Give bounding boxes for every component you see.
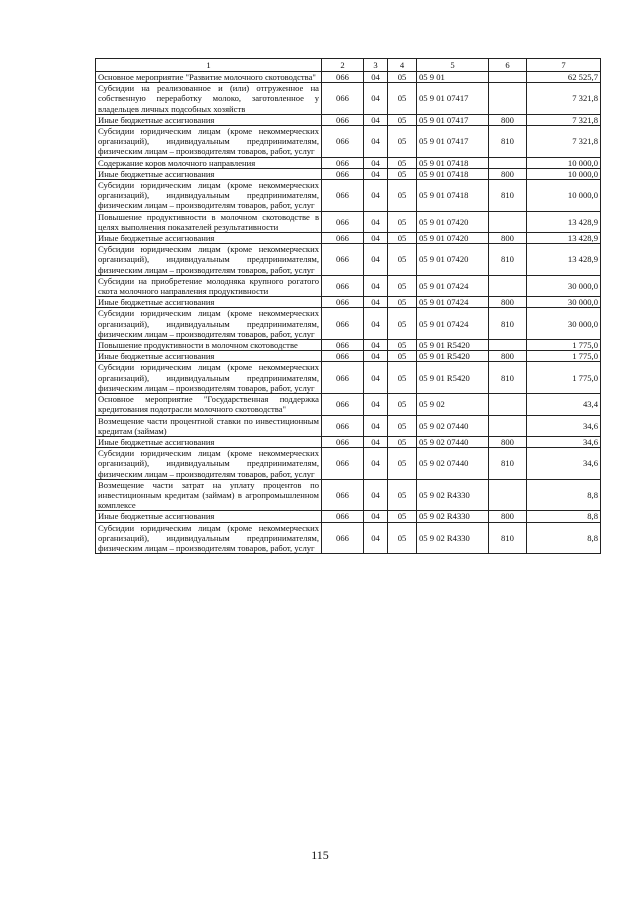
description-cell: Возмещение части затрат на уплату процентов по инвестиционным кредитам (займам) в агропромышленном комплексе <box>96 479 322 511</box>
section-cell: 04 <box>364 244 388 276</box>
expense-type-cell: 800 <box>489 351 527 362</box>
table-row <box>96 83 601 115</box>
table-row <box>96 362 601 394</box>
ministry-code-cell: 066 <box>322 448 364 480</box>
subsection-cell: 05 <box>388 522 417 554</box>
subsection-cell: 05 <box>388 415 417 436</box>
expense-type-cell: 810 <box>489 180 527 212</box>
expense-type-cell: 810 <box>489 308 527 340</box>
target-article-cell: 05 9 02 <box>417 394 489 415</box>
subsection-cell: 05 <box>388 157 417 168</box>
ministry-code-cell: 066 <box>322 275 364 296</box>
column-header: 7 <box>527 59 601 72</box>
amount-cell: 30 000,0 <box>527 297 601 308</box>
amount-cell: 8,8 <box>527 479 601 511</box>
column-header: 1 <box>96 59 322 72</box>
subsection-cell: 05 <box>388 297 417 308</box>
table-row <box>96 72 601 83</box>
section-cell: 04 <box>364 394 388 415</box>
description-cell: Субсидии юридическим лицам (кроме некоммерческих организаций), индивидуальным предпринимателям, физическим лицам – производителям товаров, работ, услуг <box>96 362 322 394</box>
column-header: 5 <box>417 59 489 72</box>
column-header: 6 <box>489 59 527 72</box>
expense-type-cell: 800 <box>489 233 527 244</box>
target-article-cell: 05 9 01 07420 <box>417 233 489 244</box>
description-cell: Основное мероприятие "Развитие молочного скотоводства" <box>96 72 322 83</box>
table-row <box>96 157 601 168</box>
target-article-cell: 05 9 01 07418 <box>417 180 489 212</box>
expense-type-cell <box>489 415 527 436</box>
amount-cell: 1 775,0 <box>527 362 601 394</box>
subsection-cell: 05 <box>388 233 417 244</box>
section-cell: 04 <box>364 479 388 511</box>
ministry-code-cell: 066 <box>322 297 364 308</box>
table-row <box>96 351 601 362</box>
page-number: 115 <box>311 848 329 862</box>
target-article-cell: 05 9 01 R5420 <box>417 340 489 351</box>
description-cell: Повышение продуктивности в молочном скотоводстве <box>96 340 322 351</box>
expense-type-cell <box>489 211 527 232</box>
target-article-cell: 05 9 02 07440 <box>417 436 489 447</box>
description-cell: Субсидии юридическим лицам (кроме некоммерческих организаций), индивидуальным предпринимателям, физическим лицам – производителям товаров, работ, услуг <box>96 244 322 276</box>
table-row <box>96 297 601 308</box>
subsection-cell: 05 <box>388 275 417 296</box>
expense-type-cell <box>489 479 527 511</box>
target-article-cell: 05 9 01 07420 <box>417 244 489 276</box>
description-cell: Субсидии на реализованное и (или) отгруженное на собственную переработку молоко, заготовленное у владельцев личных подсобных хозяйств <box>96 83 322 115</box>
section-cell: 04 <box>364 114 388 125</box>
section-cell: 04 <box>364 436 388 447</box>
section-cell: 04 <box>364 72 388 83</box>
ministry-code-cell: 066 <box>322 522 364 554</box>
subsection-cell: 05 <box>388 479 417 511</box>
expense-type-cell: 800 <box>489 168 527 179</box>
target-article-cell: 05 9 01 <box>417 72 489 83</box>
column-header: 3 <box>364 59 388 72</box>
expense-type-cell: 800 <box>489 511 527 522</box>
target-article-cell: 05 9 01 07424 <box>417 308 489 340</box>
description-cell: Субсидии на приобретение молодняка крупного рогатого скота молочного направления продуктивности <box>96 275 322 296</box>
subsection-cell: 05 <box>388 114 417 125</box>
description-cell: Иные бюджетные ассигнования <box>96 168 322 179</box>
target-article-cell: 05 9 01 07418 <box>417 157 489 168</box>
amount-cell: 62 525,7 <box>527 72 601 83</box>
subsection-cell: 05 <box>388 211 417 232</box>
table-row <box>96 114 601 125</box>
section-cell: 04 <box>364 415 388 436</box>
table-row <box>96 340 601 351</box>
ministry-code-cell: 066 <box>322 114 364 125</box>
ministry-code-cell: 066 <box>322 351 364 362</box>
table-row <box>96 244 601 276</box>
target-article-cell: 05 9 01 07420 <box>417 211 489 232</box>
amount-cell: 30 000,0 <box>527 308 601 340</box>
expense-type-cell <box>489 157 527 168</box>
subsection-cell: 05 <box>388 126 417 158</box>
description-cell: Субсидии юридическим лицам (кроме некоммерческих организаций), индивидуальным предпринимателям, физическим лицам – производителям товаров, работ, услуг <box>96 180 322 212</box>
expense-type-cell <box>489 275 527 296</box>
target-article-cell: 05 9 01 R5420 <box>417 351 489 362</box>
ministry-code-cell: 066 <box>322 126 364 158</box>
subsection-cell: 05 <box>388 351 417 362</box>
table-row <box>96 511 601 522</box>
description-cell: Содержание коров молочного направления <box>96 157 322 168</box>
description-cell: Иные бюджетные ассигнования <box>96 297 322 308</box>
section-cell: 04 <box>364 275 388 296</box>
expense-type-cell <box>489 83 527 115</box>
ministry-code-cell: 066 <box>322 340 364 351</box>
amount-cell: 10 000,0 <box>527 168 601 179</box>
ministry-code-cell: 066 <box>322 157 364 168</box>
subsection-cell: 05 <box>388 448 417 480</box>
expense-type-cell: 800 <box>489 297 527 308</box>
amount-cell: 8,8 <box>527 511 601 522</box>
table-header-row <box>96 59 601 72</box>
table-row <box>96 180 601 212</box>
subsection-cell: 05 <box>388 511 417 522</box>
ministry-code-cell: 066 <box>322 72 364 83</box>
amount-cell: 1 775,0 <box>527 351 601 362</box>
description-cell: Субсидии юридическим лицам (кроме некоммерческих организаций), индивидуальным предпринимателям, физическим лицам – производителям товаров, работ, услуг <box>96 126 322 158</box>
ministry-code-cell: 066 <box>322 362 364 394</box>
section-cell: 04 <box>364 211 388 232</box>
subsection-cell: 05 <box>388 308 417 340</box>
section-cell: 04 <box>364 308 388 340</box>
target-article-cell: 05 9 01 07417 <box>417 114 489 125</box>
subsection-cell: 05 <box>388 180 417 212</box>
section-cell: 04 <box>364 83 388 115</box>
table-row <box>96 522 601 554</box>
subsection-cell: 05 <box>388 168 417 179</box>
subsection-cell: 05 <box>388 362 417 394</box>
ministry-code-cell: 066 <box>322 511 364 522</box>
amount-cell: 10 000,0 <box>527 180 601 212</box>
description-cell: Субсидии юридическим лицам (кроме некоммерческих организаций), индивидуальным предпринимателям, физическим лицам – производителям товаров, работ, услуг <box>96 522 322 554</box>
description-cell: Иные бюджетные ассигнования <box>96 511 322 522</box>
table-row <box>96 275 601 296</box>
description-cell: Субсидии юридическим лицам (кроме некоммерческих организаций), индивидуальным предпринимателям, физическим лицам – производителям товаров, работ, услуг <box>96 448 322 480</box>
ministry-code-cell: 066 <box>322 394 364 415</box>
table-row <box>96 448 601 480</box>
amount-cell: 13 428,9 <box>527 211 601 232</box>
description-cell: Субсидии юридическим лицам (кроме некоммерческих организаций), индивидуальным предпринимателям, физическим лицам – производителям товаров, работ, услуг <box>96 308 322 340</box>
section-cell: 04 <box>364 180 388 212</box>
subsection-cell: 05 <box>388 436 417 447</box>
column-header: 2 <box>322 59 364 72</box>
ministry-code-cell: 066 <box>322 211 364 232</box>
amount-cell: 1 775,0 <box>527 340 601 351</box>
expense-type-cell: 800 <box>489 436 527 447</box>
section-cell: 04 <box>364 233 388 244</box>
description-cell: Иные бюджетные ассигнования <box>96 351 322 362</box>
description-cell: Основное мероприятие "Государственная поддержка кредитования подотрасли молочного скотоводства" <box>96 394 322 415</box>
table-row <box>96 168 601 179</box>
table-row <box>96 211 601 232</box>
target-article-cell: 05 9 02 R4330 <box>417 522 489 554</box>
target-article-cell: 05 9 02 R4330 <box>417 479 489 511</box>
expense-type-cell <box>489 72 527 83</box>
ministry-code-cell: 066 <box>322 308 364 340</box>
amount-cell: 34,6 <box>527 448 601 480</box>
target-article-cell: 05 9 01 07424 <box>417 297 489 308</box>
ministry-code-cell: 066 <box>322 479 364 511</box>
subsection-cell: 05 <box>388 72 417 83</box>
section-cell: 04 <box>364 340 388 351</box>
amount-cell: 10 000,0 <box>527 157 601 168</box>
expense-type-cell: 810 <box>489 126 527 158</box>
section-cell: 04 <box>364 448 388 480</box>
target-article-cell: 05 9 01 R5420 <box>417 362 489 394</box>
ministry-code-cell: 066 <box>322 436 364 447</box>
description-cell: Повышение продуктивности в молочном скотоводстве в целях выполнения показателей результативности <box>96 211 322 232</box>
section-cell: 04 <box>364 522 388 554</box>
expense-type-cell <box>489 394 527 415</box>
description-cell: Возмещение части процентной ставки по инвестиционным кредитам (займам) <box>96 415 322 436</box>
subsection-cell: 05 <box>388 340 417 351</box>
ministry-code-cell: 066 <box>322 83 364 115</box>
description-cell: Иные бюджетные ассигнования <box>96 233 322 244</box>
amount-cell: 34,6 <box>527 436 601 447</box>
table-row <box>96 415 601 436</box>
amount-cell: 13 428,9 <box>527 233 601 244</box>
table-row <box>96 308 601 340</box>
subsection-cell: 05 <box>388 394 417 415</box>
amount-cell: 34,6 <box>527 415 601 436</box>
budget-table <box>95 58 601 554</box>
ministry-code-cell: 066 <box>322 180 364 212</box>
section-cell: 04 <box>364 168 388 179</box>
table-row <box>96 126 601 158</box>
amount-cell: 7 321,8 <box>527 114 601 125</box>
expense-type-cell: 810 <box>489 244 527 276</box>
ministry-code-cell: 066 <box>322 415 364 436</box>
target-article-cell: 05 9 02 R4330 <box>417 511 489 522</box>
expense-type-cell: 810 <box>489 448 527 480</box>
column-header: 4 <box>388 59 417 72</box>
table-row <box>96 394 601 415</box>
subsection-cell: 05 <box>388 244 417 276</box>
amount-cell: 7 321,8 <box>527 126 601 158</box>
amount-cell: 43,4 <box>527 394 601 415</box>
target-article-cell: 05 9 02 07440 <box>417 415 489 436</box>
section-cell: 04 <box>364 351 388 362</box>
section-cell: 04 <box>364 362 388 394</box>
description-cell: Иные бюджетные ассигнования <box>96 436 322 447</box>
target-article-cell: 05 9 01 07417 <box>417 126 489 158</box>
section-cell: 04 <box>364 126 388 158</box>
table-row <box>96 233 601 244</box>
table-body <box>96 72 601 554</box>
expense-type-cell <box>489 340 527 351</box>
target-article-cell: 05 9 02 07440 <box>417 448 489 480</box>
amount-cell: 13 428,9 <box>527 244 601 276</box>
amount-cell: 30 000,0 <box>527 275 601 296</box>
table-row <box>96 479 601 511</box>
subsection-cell: 05 <box>388 83 417 115</box>
section-cell: 04 <box>364 157 388 168</box>
target-article-cell: 05 9 01 07417 <box>417 83 489 115</box>
expense-type-cell: 810 <box>489 522 527 554</box>
expense-type-cell: 810 <box>489 362 527 394</box>
target-article-cell: 05 9 01 07418 <box>417 168 489 179</box>
ministry-code-cell: 066 <box>322 233 364 244</box>
target-article-cell: 05 9 01 07424 <box>417 275 489 296</box>
section-cell: 04 <box>364 511 388 522</box>
table-row <box>96 436 601 447</box>
description-cell: Иные бюджетные ассигнования <box>96 114 322 125</box>
amount-cell: 7 321,8 <box>527 83 601 115</box>
ministry-code-cell: 066 <box>322 244 364 276</box>
section-cell: 04 <box>364 297 388 308</box>
amount-cell: 8,8 <box>527 522 601 554</box>
expense-type-cell: 800 <box>489 114 527 125</box>
ministry-code-cell: 066 <box>322 168 364 179</box>
